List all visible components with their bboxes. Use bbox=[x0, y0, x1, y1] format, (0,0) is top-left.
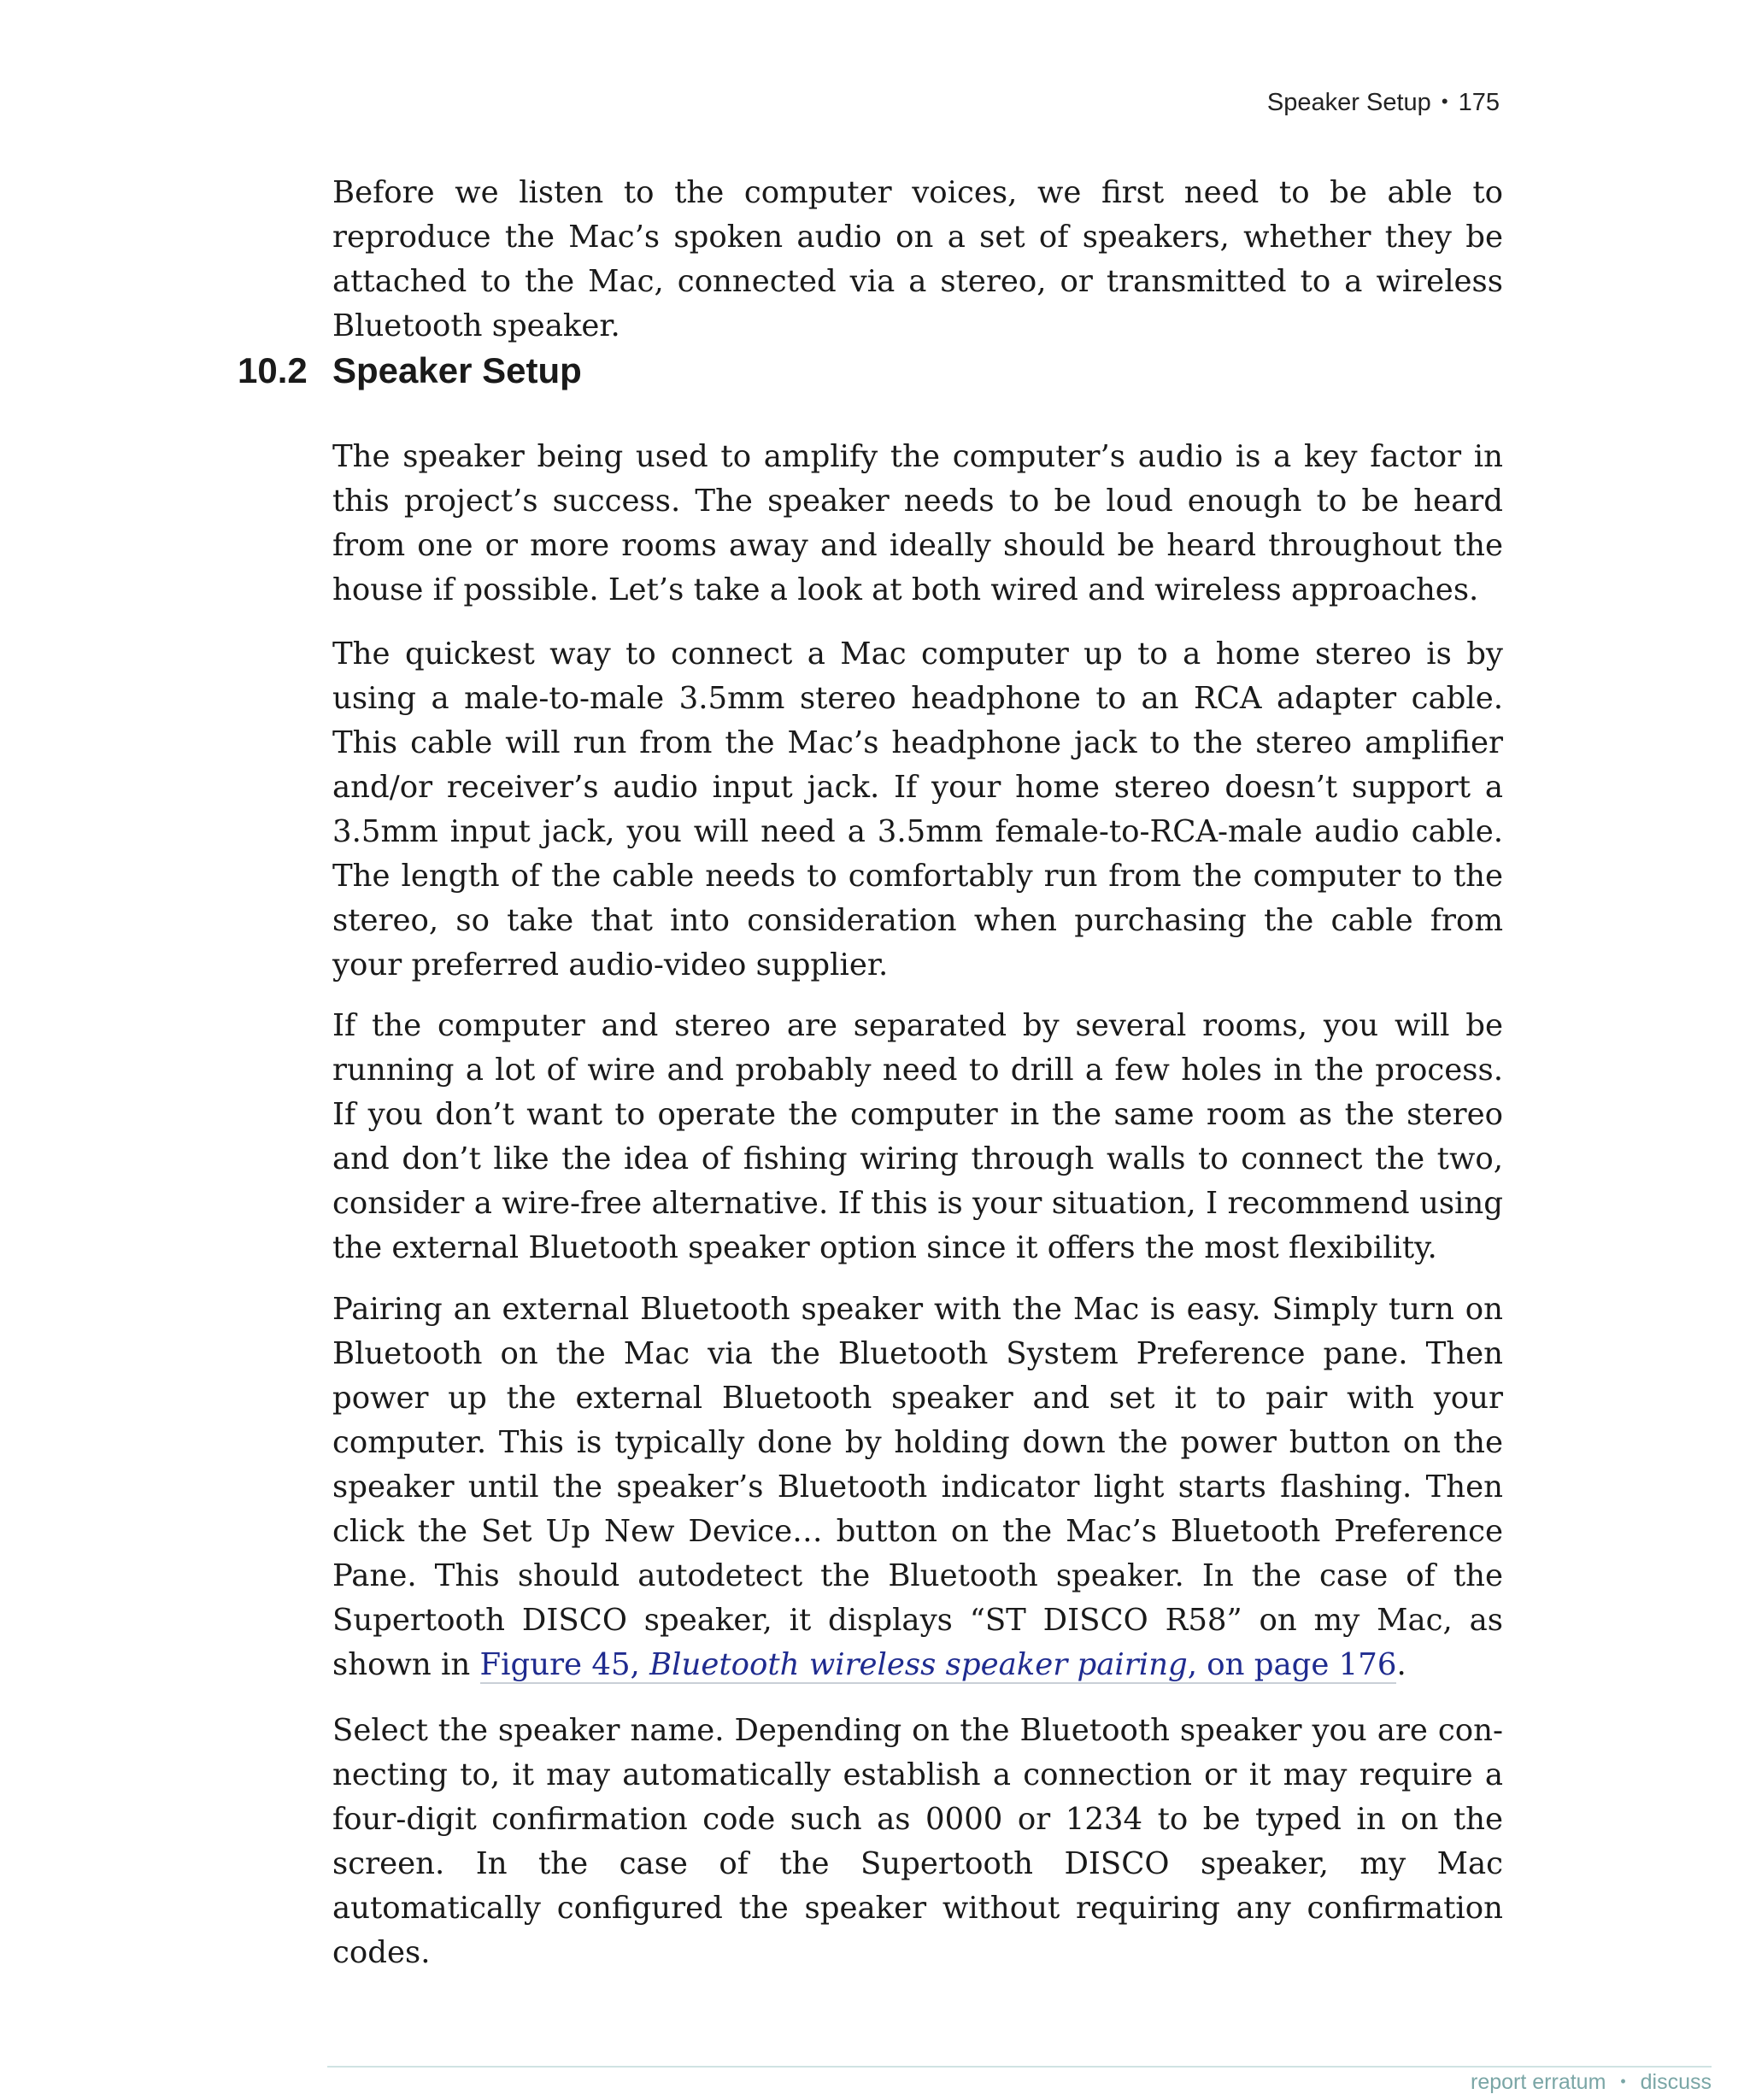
paragraph-rca-cable: The quickest way to connect a Mac computer up to a home stereo is by using a male-to-male 3.5mm stereo headphone to an RCA adapter cable. This cable will run from the Mac’s headphone jack to the stereo amplifier and/or receiver’s audio input jack. If your home stereo doesn’t support a 3.5mm input jack, you will need a 3.5mm female-to-RCA-male audio cable. The length of the cable needs to comfortably run from the computer to the stereo, so take that into consideration when purchasing the cable from your preferred audio-video supplier. bbox=[332, 636, 1503, 983]
paragraph-separate-rooms: If the computer and stereo are separated by several rooms, you will be running a lot of wire and probably need to drill a few holes in the process. If you don’t want to operate the computer in the same room as the stereo and don’t like the idea of fishing wiring through walls to connect the two, consider a wire-free alternative. If this is your situation, I recommend using the external Bluetooth speaker option since it offers the most flexibility. bbox=[332, 1008, 1503, 1265]
figure-link-title: Bluetooth wireless speaker pairing bbox=[649, 1647, 1188, 1682]
footer bbox=[1471, 2070, 1712, 2095]
section-number: 10.2 bbox=[238, 350, 308, 390]
discuss-link[interactable]: discuss bbox=[1640, 2070, 1712, 2094]
intro-paragraph: Before we listen to the computer voices, we first need to be able to reproduce the Mac’s spoken audio on a set of speakers, whether they be attached to the Mac, connected via a stereo, or transmitted to a wireless Bluetooth speaker. bbox=[332, 175, 1503, 343]
paragraph-end-punctuation: . bbox=[1396, 1647, 1406, 1682]
paragraph-select-speaker: Select the speaker name. Depending on the Bluetooth speaker you are connecting to, it may automatically establish a connection or it may require a four-digit confirmation code such as 0000 or 1234 to be typed in on the screen. In the case of the Supertooth DISCO speaker, my Mac automatically configured the speaker without requiring any confirmation codes. bbox=[332, 1713, 1503, 1970]
report-erratum-link[interactable]: report erratum bbox=[1471, 2070, 1606, 2094]
running-head bbox=[1267, 89, 1500, 117]
paragraph-wired-wireless: The speaker being used to amplify the computer’s audio is a key factor in this project’s success. The speaker needs to be loud enough to be heard from one or more rooms away and ideally should be heard throughout the house if possible. Let’s take a look at both wired and wireless approaches. bbox=[332, 439, 1503, 607]
figure-link-suffix: , on page 176 bbox=[1187, 1647, 1397, 1682]
running-head-title: Speaker Setup bbox=[1266, 89, 1431, 116]
page-number: 175 bbox=[1458, 89, 1500, 116]
footer-separator: • bbox=[1620, 2073, 1626, 2090]
paragraph-bluetooth-pairing bbox=[332, 1288, 1503, 1687]
running-head-separator: • bbox=[1441, 91, 1448, 112]
footer-divider bbox=[327, 2066, 1712, 2068]
section-heading bbox=[238, 350, 582, 391]
paragraph-bluetooth-pairing-text: Pairing an external Bluetooth speaker with the Mac is easy. Simply turn on Bluetooth on the Mac via the Bluetooth System Preference pane. Then power up the external Bluetooth speaker and set it to pair with your computer. This is typically done by holding down the power button on the speaker until the speaker’s Bluetooth indicator light starts flashing. Then click the Set Up New Device… button on the Mac’s Bluetooth Preference Pane. This should autodetect the Bluetooth speaker. In the case of the Supertooth DISCO speaker, it displays “ST DISCO R58” on my Mac, as shown in bbox=[332, 1292, 1503, 1682]
figure-link-prefix: Figure 45, bbox=[479, 1647, 650, 1682]
figure-cross-reference-link[interactable] bbox=[480, 1647, 1397, 1684]
section-title: Speaker Setup bbox=[332, 350, 582, 390]
